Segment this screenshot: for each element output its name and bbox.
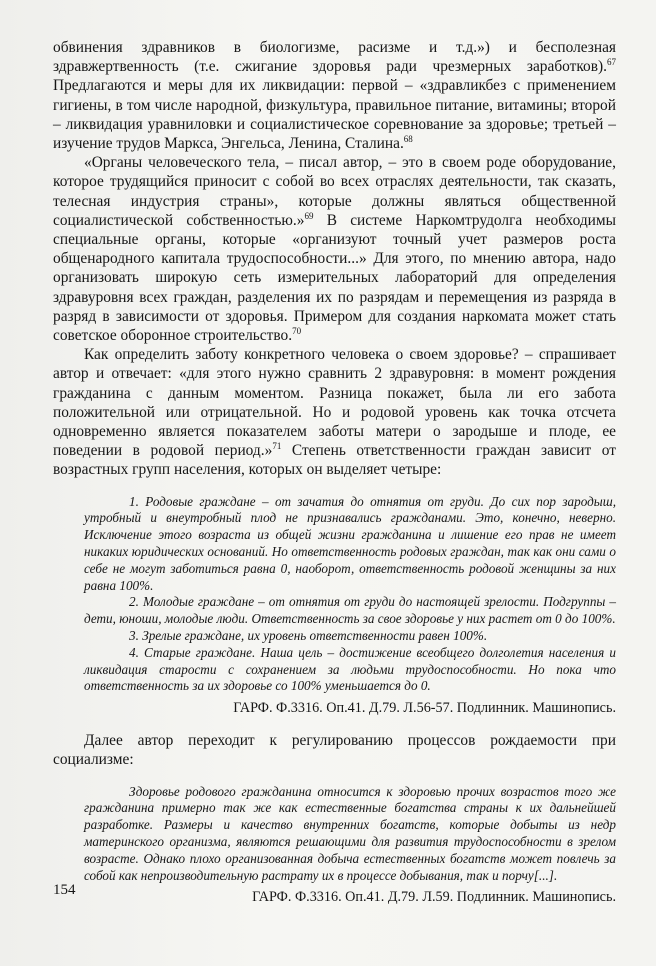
quote-item: 1. Родовые граждане – от зачатия до отнятия от груди. До сих пор зародыш, утробный и внеутробный плод не признавались гражданами. Это, конечно, неверно. Исключение этого возраста из общей жизни гражданина и лишение его прав не имеет никаких юридических оснований. Но ответственность родовых граждан, так как они сами о себе не могут заботиться равна 0, наоборот, ответственность родовой женщины за них равна 100%. [84,493,616,593]
paragraph-4: Далее автор переходит к регулированию процессов рождаемости при социализме: [53,732,616,769]
quote-item: 2. Молодые граждане – от отнятия от груди до настоящей зрелости. Подгруппы – дети, юноши, молодые люди. Ответственность за свое здоровье у них растет от 0 до 100%. [84,594,616,627]
footnote-ref[interactable]: 70 [292,326,302,337]
paragraph-text: Степень ответственности граждан зависит от возрастных групп населения, которых он выделяет четыре: [53,442,617,479]
text-column [53,38,616,906]
paragraph-text: В системе Наркомтрудолга необходимы специальные органы, которые «организуют точный учет размеров роста общенародного капитала трудоспособности...» Для этого, по мнению автора, надо организовать широкую сеть измерительных лабораторий для определения здравуровня всех граждан, разделения их по разрядам и перемещения из разряда в разряд в зависимости от здоровья. Примером для создания наркомата может стать советское оборонное строительство. [53,211,617,345]
paragraph-text: обвинения здравников в биологизме, расизме и т.д.») и бесполезная здравжертвенность (т.е. сжигание здоровья ради чрезмерных заработков). [53,39,616,76]
archive-source-citation: ГАРФ. Ф.3316. Оп.41. Д.79. Л.56-57. Подлинник. Машинопись. [233,700,616,717]
quote-item: 3. Зрелые граждане, их уровень ответственности равен 100%. [129,628,488,644]
archive-source-citation: ГАРФ. Ф.3316. Оп.41. Д.79. Л.59. Подлинник. Машинопись. [252,889,616,906]
footnote-ref[interactable]: 67 [607,57,616,68]
footnote-ref[interactable]: 68 [403,134,413,145]
paragraph-1 [53,38,616,153]
paragraph-text: Как определить заботу конкретного человека о своем здоровье? – спрашивает автор и отвечает: «для этого нужно сравнить 2 здравуровня: в момент рождения гражданина с данным моментом. Разница покажет, была ли его забота положительной или отрицательной. Но и родовой уровень как точка отсчета одновременно является показателем заботы матери о зародыше и плоде, ее поведении в родовой период.» [53,346,616,460]
block-quote-age-groups [53,494,616,696]
block-quote-natural-wealth [53,784,616,885]
footnote-ref[interactable]: 71 [272,441,282,452]
paragraph-text: «Органы человеческого тела, – писал автор, – это в своем роде оборудование, которое трудящийся приносит с собой во всех отраслях деятельности, так сказать, телесная индустрия страны», которые должны являться общественной социалистической собственностью.» [53,154,616,229]
paragraph-text: Предлагаются и меры для их ликвидации: первой – «здравликбез с применением гигиены, в том числе народной, физкультура, правильное питание, витамины; второй – ликвидация уравниловки и социалистическое соревнование за здоровье; третьей – изучение трудов Маркса, Энгельса, Ленина, Сталина. [53,77,616,153]
paragraph-2 [53,153,616,345]
paragraph-3 [53,345,616,479]
quote-item: 4. Старые граждане. Наша цель – достижение всеобщего долголетия населения и ликвидация старости с сохранением за людьми трудоспособности. Но пока что ответственность за их здоровье со 100% уменьшается до 0. [84,644,616,694]
page-number: 154 [53,882,76,898]
footnote-ref[interactable]: 69 [304,210,314,221]
quote-item: Здоровье родового гражданина относится к здоровью прочих возрастов того же гражданина примерно так же как естественные богатства страны к их дальнейшей разработке. Размеры и качество внутренних богатств, которые добыты из недр материнского организма, являются решающими для развития трудоспособности в зрелом возрасте. Однако плохо организованная добыча естественных богатств может повлечь за собой как непроизводительную растрату их в процессе добывания, так и порчу[...]. [84,783,616,883]
